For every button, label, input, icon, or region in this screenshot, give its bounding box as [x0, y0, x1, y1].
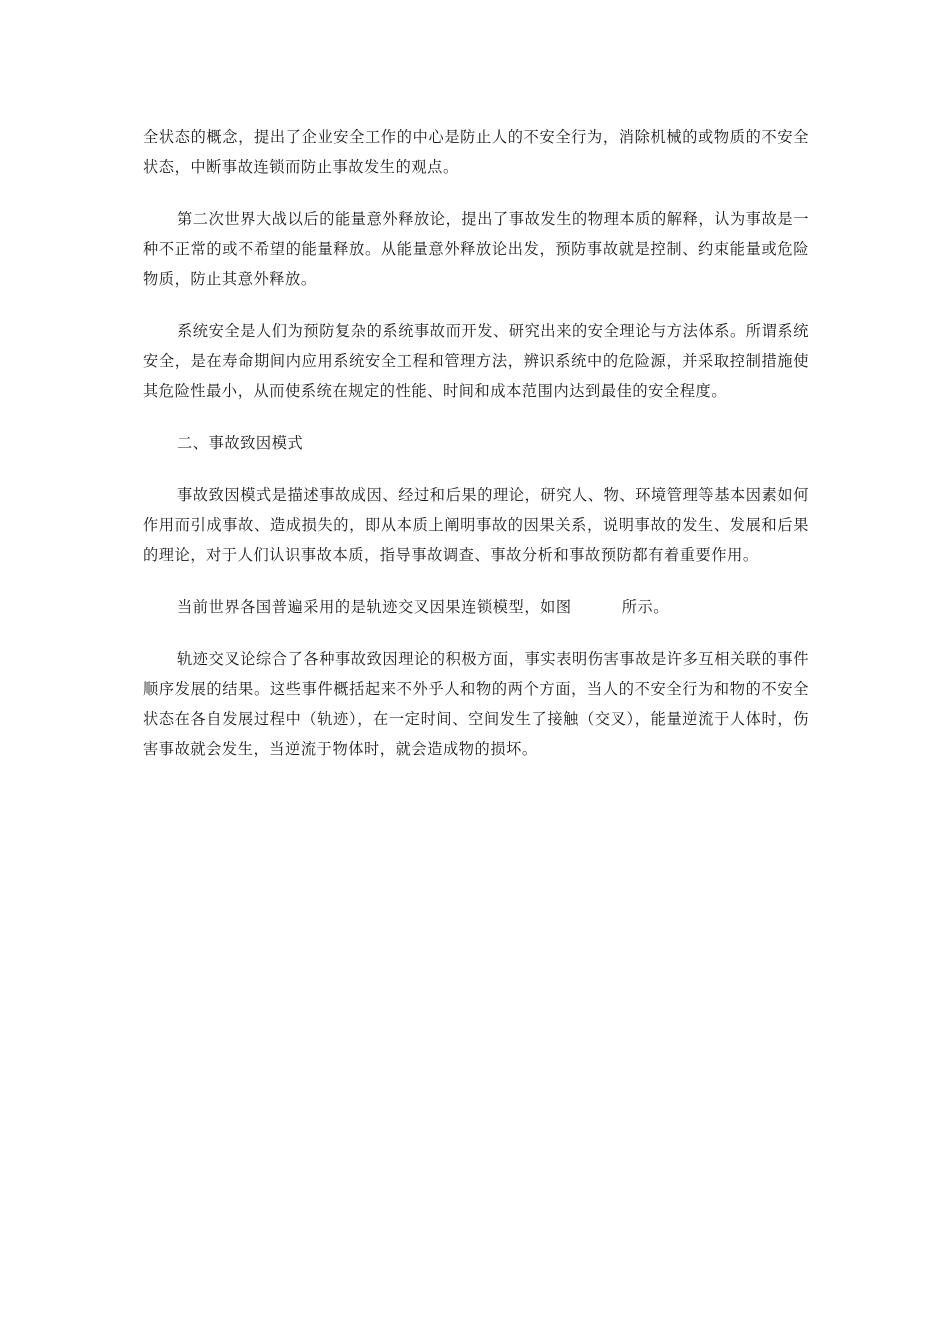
document-body — [143, 122, 809, 786]
paragraph-trajectory-model — [143, 592, 809, 622]
paragraph-trajectory-intersection: 轨迹交叉论综合了各种事故致因理论的积极方面，事实表明伤害事故是许多互相关联的事件顺序发展的结果。这些事件概括起来不外乎人和物的两个方面，当人的不安全行为和物的不安全状态在各自发展过程中（轨迹），在一定时间、空间发生了接触（交叉），能量逆流于人体时，伤害事故就会发生，当逆流于物体时，就会造成物的损坏。 — [143, 650, 809, 758]
section-heading: 二、事故致因模式 — [177, 434, 304, 452]
paragraph-energy-release: 第二次世界大战以后的能量意外释放论，提出了事故发生的物理本质的解释，认为事故是一种不正常的或不希望的能量释放。从能量意外释放论出发，预防事故就是控制、约束能量或危险物质，防止其意外释放。 — [143, 210, 809, 288]
paragraph-unsafe-state: 全状态的概念，提出了企业安全工作的中心是防止人的不安全行为，消除机械的或物质的不安全状态，中断事故连锁而防止事故发生的观点。 — [143, 128, 809, 176]
paragraph-trajectory-text-end: 所示。 — [621, 598, 670, 616]
paragraph-trajectory-text-start: 当前世界各国普遍采用的是轨迹交叉因果连锁模型，如图 — [177, 598, 572, 616]
paragraph-causation-model: 事故致因模式是描述事故成因、经过和后果的理论，研究人、物、环境管理等基本因素如何作用而引成事故、造成损失的，即从本质上阐明事故的因果关系，说明事故的发生、发展和后果的理论，对于人们认识事故本质，指导事故调查、事故分析和事故预防都有着重要作用。 — [143, 486, 809, 564]
paragraph-system-safety: 系统安全是人们为预防复杂的系统事故而开发、研究出来的安全理论与方法体系。所谓系统安全，是在寿命期间内应用系统安全工程和管理方法，辨识系统中的危险源，并采取控制措施使其危险性最小，从而使系统在规定的性能、时间和成本范围内达到最佳的安全程度。 — [143, 322, 809, 400]
